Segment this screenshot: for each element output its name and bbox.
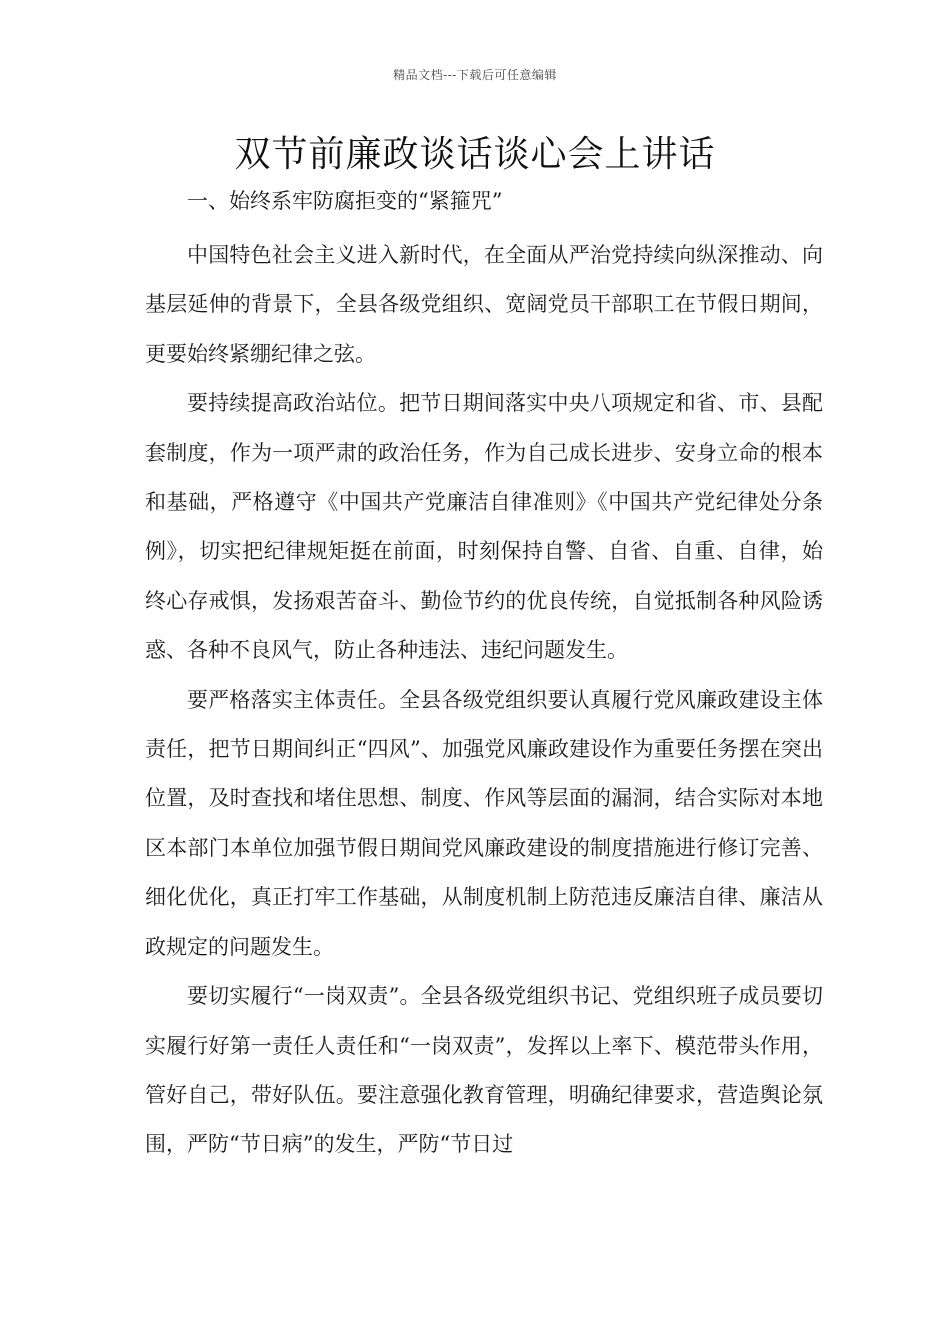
document-title: 双节前廉政谈话谈心会上讲话 <box>234 134 716 175</box>
document-body <box>145 181 823 1170</box>
header-note: 精品文档---下载后可任意编辑 <box>393 68 557 82</box>
paragraph: 要严格落实主体责任。全县各级党组织要认真履行党风廉政建设主体责任，把节日期间纠正“四风”、加强党风廉政建设作为重要任务摆在突出位置，及时查找和堵住思想、制度、作风等层面的漏洞，结合实际对本地区本部门本单位加强节假日期间党风廉政建设的制度措施进行修订完善、细化优化，真正打牢工作基础，从制度机制上防范违反廉洁自律、廉洁从政规定的问题发生。 <box>145 687 823 959</box>
paragraph: 中国特色社会主义进入新时代，在全面从严治党持续向纵深推动、向基层延伸的背景下，全县各级党组织、宽阔党员干部职工在节假日期间，更要始终紧绷纪律之弦。 <box>145 243 823 366</box>
paragraph: 要持续提高政治站位。把节日期间落实中央八项规定和省、市、县配套制度，作为一项严肃的政治任务，作为自己成长进步、安身立命的根本和基础，严格遵守《中国共产党廉洁自律准则》《中国共产党纪律处分条例》，切实把纪律规矩挺在前面，时刻保持自警、自省、自重、自律，始终心存戒惧，发扬艰苦奋斗、勤俭节约的优良传统，自觉抵制各种风险诱惑、各种不良风气，防止各种违法、违纪问题发生。 <box>145 391 823 663</box>
section-heading: 一、始终系牢防腐拒变的“紧箍咒” <box>187 189 503 213</box>
paragraph: 要切实履行“一岗双责”。全县各级党组织书记、党组织班子成员要切实履行好第一责任人责任和“一岗双责”，发挥以上率下、模范带头作用，管好自己，带好队伍。要注意强化教育管理，明确纪律要求，营造舆论氛围，严防“节日病”的发生，严防“节日过 <box>145 984 823 1157</box>
